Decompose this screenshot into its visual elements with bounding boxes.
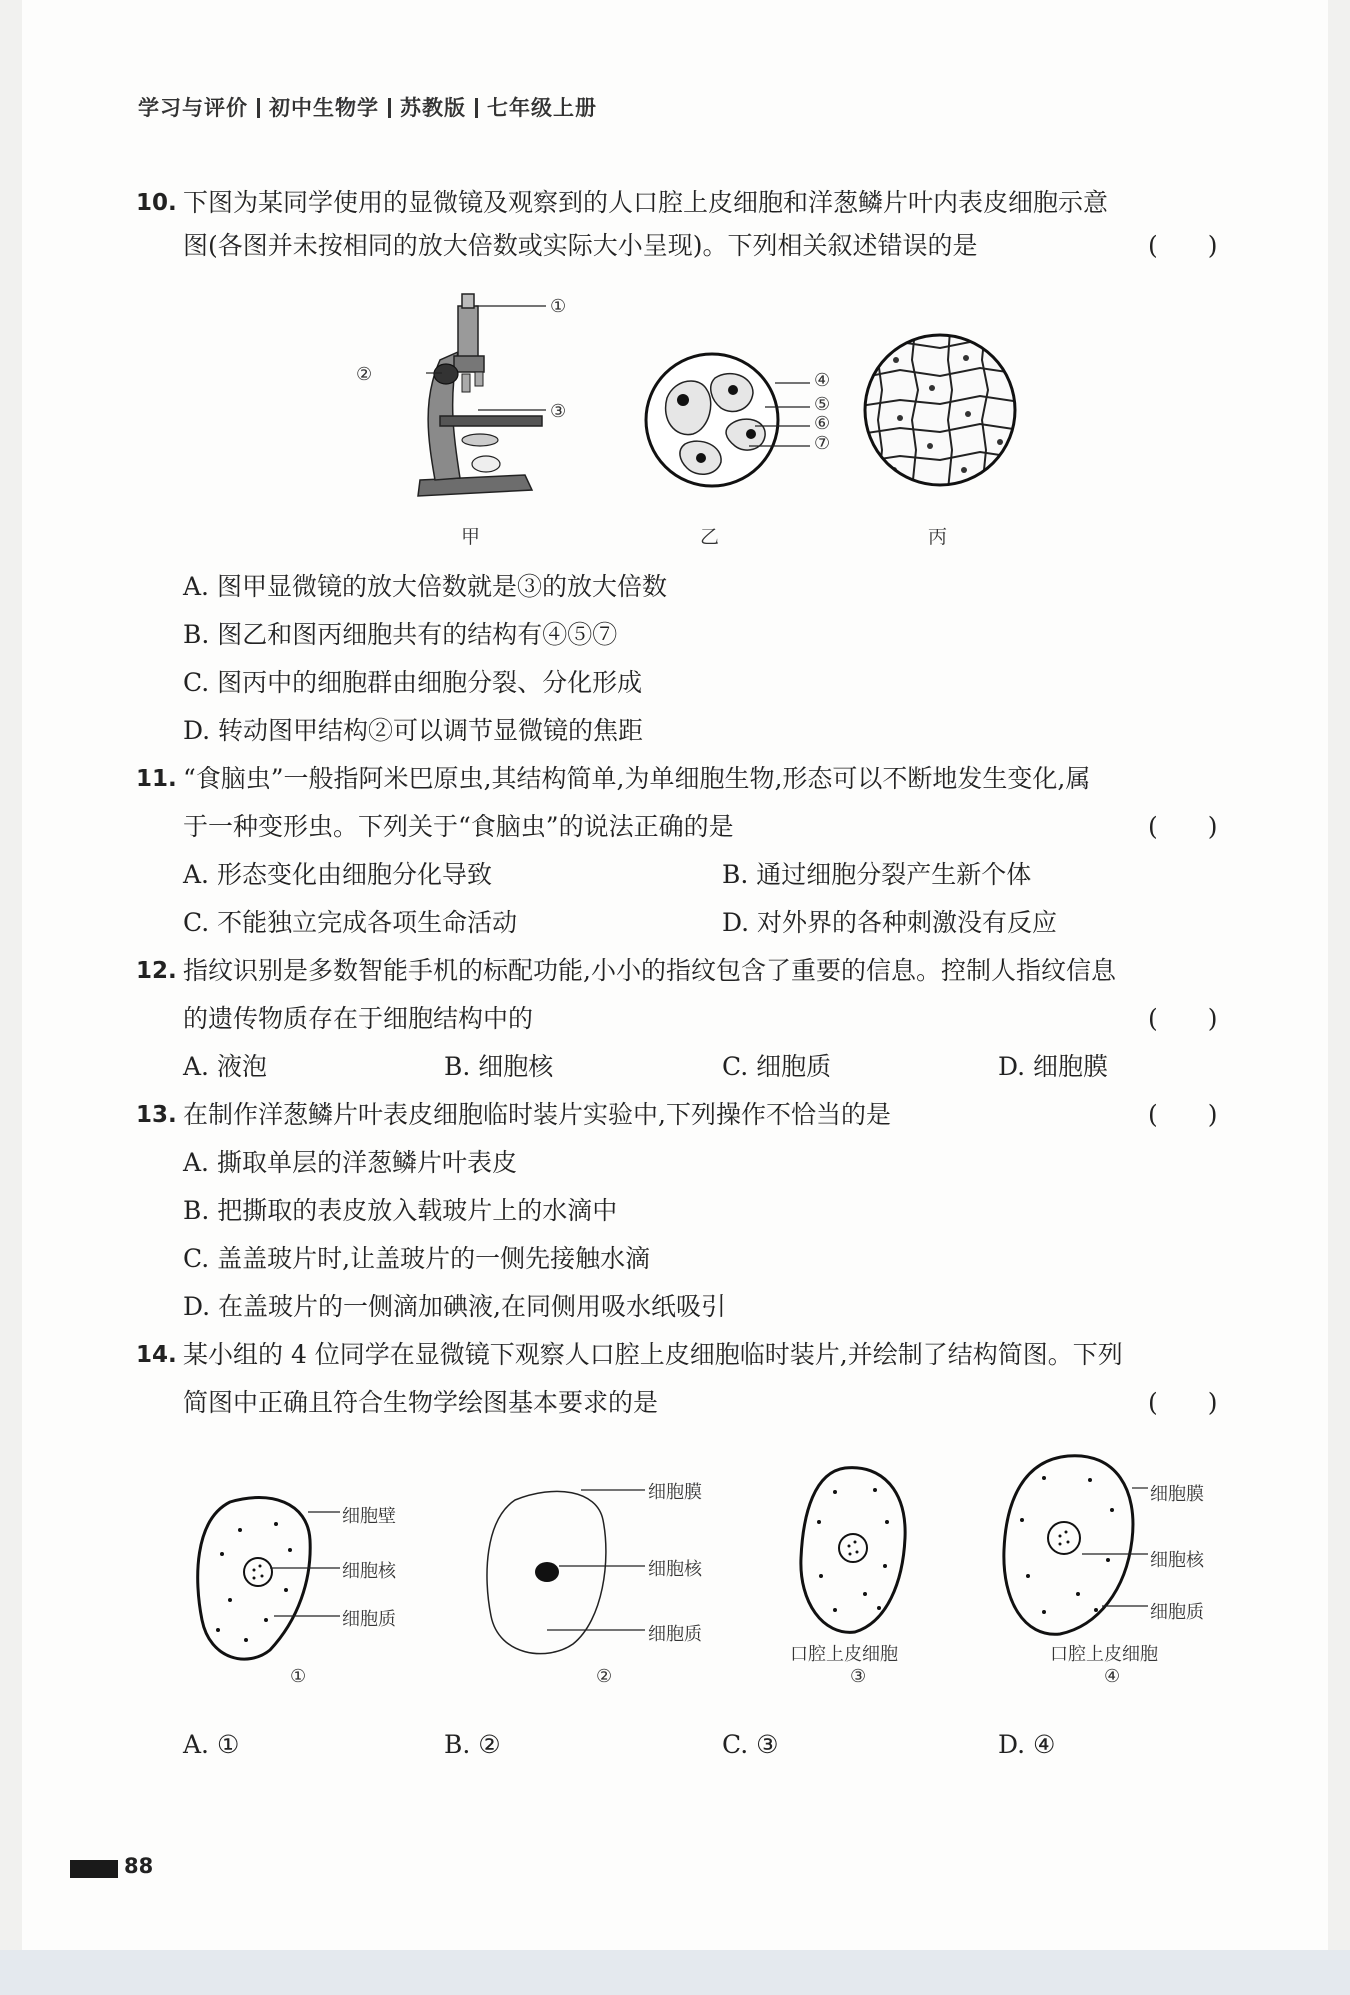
fig3-number: ③ [850, 1666, 867, 1687]
q14-stem-line1: 某小组的 4 位同学在显微镜下观察人口腔上皮细胞临时装片,并绘制了结构简图。下列 [183, 1340, 1123, 1369]
header-divider [475, 98, 478, 118]
mark-1: ① [550, 296, 567, 317]
fig1-label-nucleus: 细胞核 [342, 1561, 396, 1582]
fig4-label-nucleus: 细胞核 [1150, 1550, 1204, 1571]
q12-option-d: D. 细胞膜 [998, 1052, 1109, 1081]
mark-2: ② [356, 364, 373, 385]
fig1-label-cell-wall: 细胞壁 [342, 1506, 396, 1527]
q14-option-a: A. ① [183, 1730, 240, 1759]
q11-option-a: A. 形态变化由细胞分化导致 [183, 860, 492, 889]
mark-3: ③ [550, 401, 567, 422]
q11-option-c: C. 不能独立完成各项生命活动 [183, 908, 518, 937]
q13-answer-paren: ( ) [1148, 1100, 1218, 1129]
cell-drawing-4 [998, 1450, 1168, 1650]
q11-stem-line1: “食脑虫”一般指阿米巴原虫,其结构简单,为单细胞生物,形态可以不断地发生变化,属 [183, 764, 1091, 793]
header-edition: 苏教版 [400, 96, 466, 120]
header-divider [257, 98, 260, 118]
q13-option-c: C. 盖盖玻片时,让盖玻片的一侧先接触水滴 [183, 1244, 651, 1273]
caption-jia: 甲 [461, 526, 481, 548]
mark-4: ④ [814, 370, 831, 391]
mark-5: ⑤ [814, 394, 831, 415]
q10-option-b: B. 图乙和图丙细胞共有的结构有④⑤⑦ [183, 620, 618, 649]
q11-option-b: B. 通过细胞分裂产生新个体 [722, 860, 1032, 889]
fig2-number: ② [596, 1666, 613, 1687]
caption-bing: 丙 [928, 526, 948, 548]
header-subject: 初中生物学 [269, 96, 379, 120]
q14-number: 14. [136, 1342, 177, 1368]
onion-cells-figure [860, 330, 1020, 490]
fig4-number: ④ [1104, 1666, 1121, 1687]
fig2-label-cytoplasm: 细胞质 [648, 1624, 702, 1645]
fig2-label-nucleus: 细胞核 [648, 1559, 702, 1580]
mark-7: ⑦ [814, 433, 831, 454]
fig1-label-cytoplasm: 细胞质 [342, 1609, 396, 1630]
header-series: 学习与评价 [138, 96, 248, 120]
q14-option-c: C. ③ [722, 1730, 779, 1759]
q13-option-a: A. 撕取单层的洋葱鳞片叶表皮 [183, 1148, 517, 1177]
fig2-label-membrane: 细胞膜 [648, 1482, 702, 1503]
q12-option-b: B. 细胞核 [444, 1052, 554, 1081]
fig4-caption: 口腔上皮细胞 [1050, 1644, 1158, 1665]
header-divider [388, 98, 391, 118]
q11-option-d: D. 对外界的各种刺激没有反应 [722, 908, 1058, 937]
q12-option-a: A. 液泡 [183, 1052, 267, 1081]
left-edge [0, 0, 22, 1995]
q14-stem-line2: 简图中正确且符合生物学绘图基本要求的是 [183, 1388, 659, 1417]
q14-option-b: B. ② [444, 1730, 501, 1759]
q10-option-c: C. 图丙中的细胞群由细胞分裂、分化形成 [183, 668, 643, 697]
cell-drawing-2 [485, 1480, 655, 1660]
q12-option-c: C. 细胞质 [722, 1052, 832, 1081]
q14-option-d: D. ④ [998, 1730, 1056, 1759]
q11-stem-line2: 于一种变形虫。下列关于“食脑虫”的说法正确的是 [183, 812, 734, 841]
page-number: 88 [124, 1854, 154, 1878]
q14-answer-paren: ( ) [1148, 1388, 1218, 1417]
page-number-marker [70, 1860, 118, 1878]
q10-number: 10. [136, 190, 177, 216]
q10-stem-line2: 图(各图并未按相同的放大倍数或实际大小呈现)。下列相关叙述错误的是 [183, 231, 978, 260]
q13-number: 13. [136, 1102, 177, 1128]
q12-number: 12. [136, 958, 177, 984]
cheek-cells-figure [645, 338, 820, 513]
fig3-caption: 口腔上皮细胞 [790, 1644, 898, 1665]
right-edge [1328, 0, 1350, 1995]
q11-answer-paren: ( ) [1148, 812, 1218, 841]
fig4-label-membrane: 细胞膜 [1150, 1484, 1204, 1505]
fig4-label-cytoplasm: 细胞质 [1150, 1602, 1204, 1623]
q13-stem-line1: 在制作洋葱鳞片叶表皮细胞临时装片实验中,下列操作不恰当的是 [183, 1100, 891, 1129]
header-grade: 七年级上册 [487, 96, 597, 120]
q10-stem-line1: 下图为某同学使用的显微镜及观察到的人口腔上皮细胞和洋葱鳞片叶内表皮细胞示意 [183, 188, 1109, 217]
q10-option-a: A. 图甲显微镜的放大倍数就是③的放大倍数 [183, 572, 667, 601]
q12-stem-line1: 指纹识别是多数智能手机的标配功能,小小的指纹包含了重要的信息。控制人指纹信息 [183, 956, 1116, 985]
q13-option-b: B. 把撕取的表皮放入载玻片上的水滴中 [183, 1196, 618, 1225]
cell-drawing-1 [190, 1490, 350, 1670]
q12-answer-paren: ( ) [1148, 1004, 1218, 1033]
q13-option-d: D. 在盖玻片的一侧滴加碘液,在同侧用吸水纸吸引 [183, 1292, 726, 1321]
running-header [138, 92, 597, 122]
q12-stem-line2: 的遗传物质存在于细胞结构中的 [183, 1004, 534, 1033]
q11-number: 11. [136, 766, 177, 792]
q10-option-d: D. 转动图甲结构②可以调节显微镜的焦距 [183, 716, 644, 745]
fig1-number: ① [290, 1666, 307, 1687]
caption-yi: 乙 [700, 526, 720, 548]
q10-answer-paren: ( ) [1148, 231, 1218, 260]
scan-bottom-strip [0, 1950, 1350, 1995]
mark-6: ⑥ [814, 413, 831, 434]
cell-drawing-3 [795, 1462, 915, 1642]
